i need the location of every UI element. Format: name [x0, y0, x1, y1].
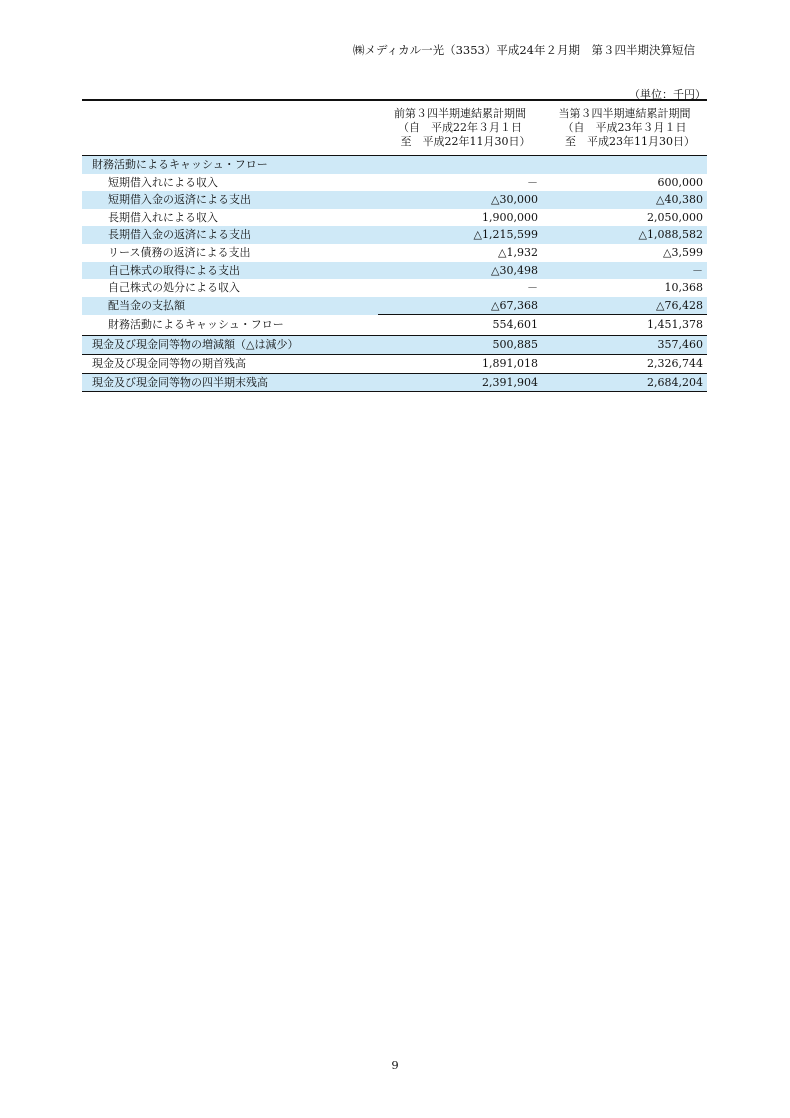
document-header: ㈱メディカル一光（3353）平成24年２月期 第３四半期決算短信 [353, 43, 695, 57]
row-label: 自己株式の処分による収入 [108, 281, 240, 295]
row-cur-value [542, 156, 707, 174]
total-row [82, 373, 707, 392]
unit-label: （単位：千円） [629, 88, 706, 101]
table-row [82, 297, 707, 315]
row-cur-value: △76,428 [542, 297, 707, 315]
row-prev-value: △67,368 [378, 297, 542, 315]
row-prev-value: － [527, 175, 538, 189]
table-row [82, 174, 707, 192]
table-row [82, 336, 707, 355]
row-cur-value: △1,088,582 [542, 226, 707, 244]
row-cur-value: 2,684,204 [542, 373, 707, 392]
row-label: 短期借入金の返済による支出 [82, 191, 378, 209]
row-prev-value: △1,215,599 [378, 226, 542, 244]
prev-period-from: （自 平成22年３月１日 [398, 121, 522, 134]
row-cur-value: 10,368 [664, 281, 703, 295]
cur-period-title: 当第３四半期連結累計期間 [558, 107, 691, 120]
row-prev-value: 2,391,904 [378, 373, 542, 392]
row-cur-value: 357,460 [542, 336, 707, 355]
subtotal-row [82, 315, 707, 336]
header-prev-period [378, 101, 542, 156]
row-prev-value: △30,000 [378, 191, 542, 209]
row-label: 現金及び現金同等物の期首残高 [82, 354, 378, 373]
cur-period-to: 至 平成23年11月30日） [554, 135, 695, 148]
page-number: 9 [391, 1058, 399, 1072]
table-row [82, 354, 707, 373]
row-prev-value: 1,891,018 [378, 354, 542, 373]
row-label: 長期借入れによる収入 [108, 210, 218, 224]
row-prev-value: 500,885 [378, 336, 542, 355]
prev-period-title: 前第３四半期連結累計期間 [394, 107, 526, 120]
row-cur-value: △40,380 [542, 191, 707, 209]
table-row [82, 156, 707, 174]
table-row [82, 262, 707, 280]
row-label: リース債務の返済による支出 [108, 245, 251, 259]
row-label: 現金及び現金同等物の増減額（△は減少） [82, 336, 378, 355]
row-cur-value: － [542, 262, 707, 280]
row-cur-value: 600,000 [657, 175, 703, 189]
cash-flow-table [82, 99, 707, 392]
row-prev-value [378, 156, 542, 174]
table-row [82, 191, 707, 209]
table-row [82, 226, 707, 244]
row-prev-value: 1,900,000 [482, 210, 538, 224]
row-prev-value: 554,601 [378, 315, 542, 336]
row-label: 財務活動によるキャッシュ・フロー [82, 156, 378, 174]
cur-period-from: （自 平成23年３月１日 [562, 121, 687, 134]
cash-flow-table-container [82, 99, 707, 392]
table-row [82, 209, 707, 227]
header-blank [82, 101, 378, 156]
header-cur-period [542, 101, 707, 156]
row-prev-value: － [527, 281, 538, 295]
row-label: 配当金の支払額 [82, 297, 378, 315]
table-row [82, 244, 707, 262]
row-label: 短期借入れによる収入 [108, 175, 218, 189]
row-cur-value: △3,599 [663, 245, 703, 259]
row-cur-value: 1,451,378 [542, 315, 707, 336]
row-label: 財務活動によるキャッシュ・フロー [108, 318, 284, 332]
row-cur-value: 2,326,744 [542, 354, 707, 373]
row-label: 長期借入金の返済による支出 [82, 226, 378, 244]
row-label: 自己株式の取得による支出 [82, 262, 378, 280]
prev-period-to: 至 平成22年11月30日） [389, 135, 531, 148]
row-cur-value: 2,050,000 [647, 210, 703, 224]
table-row [82, 279, 707, 297]
row-label: 現金及び現金同等物の四半期末残高 [82, 373, 378, 392]
row-prev-value: △1,932 [498, 245, 538, 259]
row-prev-value: △30,498 [378, 262, 542, 280]
